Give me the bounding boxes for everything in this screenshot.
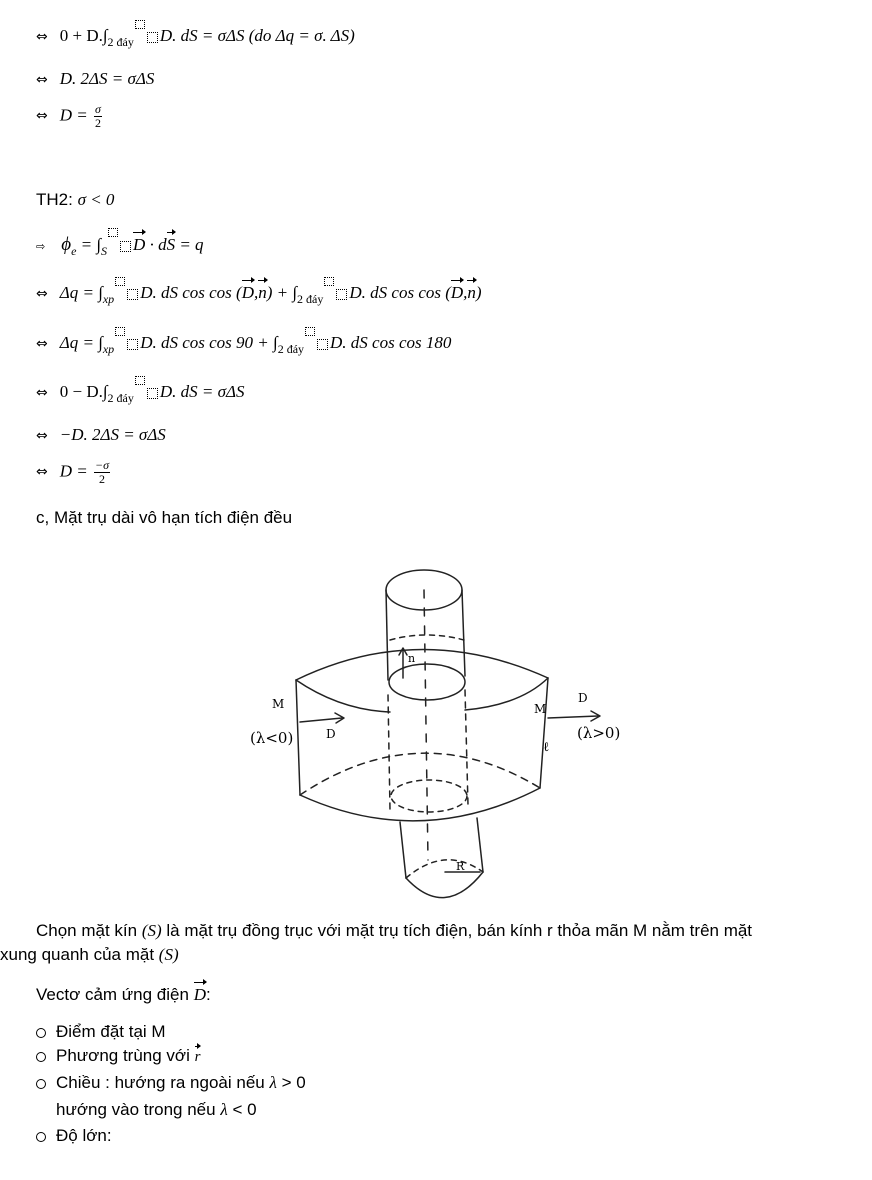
- equation-line-1: ⇔ $0 + D.\int_{2 đáy}$ D. dS = σΔS (do Δq = σ. ΔS): [36, 26, 355, 50]
- implies-arrow-icon: ⇨: [36, 240, 46, 253]
- paragraph-line-1: Chọn mặt kín (S) là mặt trụ đồng trục với mặt trụ tích điện, bán kính r thỏa mãn M nằm trên mặt: [36, 921, 753, 940]
- inner-hidden-right: [465, 690, 468, 805]
- outer-cylinder-top-front-left: [296, 680, 390, 712]
- equation-line-2: ⇔ D. 2ΔS = σΔS: [36, 69, 155, 88]
- placeholder-box-icon: [115, 277, 125, 286]
- equivalence-arrow-icon: ⇔: [36, 464, 48, 481]
- inner-cylinder-mid-ellipse: [389, 664, 465, 700]
- outer-cylinder-left-side: [296, 680, 300, 795]
- integral-sign-icon: ∫: [98, 283, 103, 302]
- bullet-item: Phương trùng với r: [36, 1046, 200, 1066]
- equation-line-9: ⇔ −D. 2ΔS = σΔS: [36, 425, 166, 444]
- placeholder-box-icon: [135, 376, 145, 385]
- inner-hidden-ellipse-bottom: [391, 780, 467, 812]
- placeholder-box-icon: [135, 20, 145, 29]
- placeholder-box-icon: [147, 388, 158, 399]
- label-M-left: M: [272, 697, 285, 711]
- equivalence-arrow-icon: ⇔: [36, 108, 48, 125]
- equation-line-3: ⇔ D = $\frac{\sigma}{2}$: [36, 102, 101, 130]
- equation-line-8: ⇔ $0 - D.\int_{2 đáy}$ D. dS = σΔS: [36, 382, 244, 406]
- section-heading-c: c, Mặt trụ dài vô hạn tích điện đều: [36, 508, 293, 527]
- placeholder-box-icon: [317, 339, 328, 350]
- bullet-item: Điểm đặt tại M: [36, 1022, 166, 1042]
- circle-bullet-icon: [36, 1028, 46, 1038]
- bullet-item: Độ lớn:: [36, 1126, 112, 1146]
- placeholder-box-icon: [324, 277, 334, 286]
- integral-sign-icon: ∫: [102, 382, 108, 401]
- vector-heading: Vectơ cảm ứng điện D:: [36, 985, 211, 1004]
- placeholder-box-icon: [127, 289, 138, 300]
- inner-hidden-ellipse-top: [390, 635, 464, 640]
- equation-line-5: ⇨ $\phi_e = \int_S$ D · dS = q: [36, 234, 204, 259]
- equivalence-arrow-icon: ⇔: [36, 72, 48, 88]
- equivalence-arrow-icon: ⇔: [36, 286, 48, 302]
- bullet-continuation: hướng vào trong nếu λ < 0: [56, 1100, 257, 1119]
- circle-bullet-icon: [36, 1132, 46, 1142]
- equation-line-10: ⇔ D = $\frac{-\sigma}{2}$: [36, 458, 109, 486]
- label-lambda-right: (λ>0): [577, 724, 621, 742]
- fraction: $\frac{\sigma}{2}$: [94, 102, 101, 130]
- label-D-left: D: [326, 727, 336, 741]
- integral-sign-icon: ∫: [102, 26, 108, 45]
- paragraph-line-2: xung quanh của mặt (S): [0, 945, 179, 964]
- circle-bullet-icon: [36, 1079, 46, 1089]
- placeholder-box-icon: [120, 241, 131, 252]
- inner-cylinder-right-edge: [462, 590, 465, 676]
- equivalence-arrow-icon: ⇔: [36, 428, 48, 444]
- outer-cylinder-bottom-back: [300, 753, 540, 795]
- inner-cylinder-bottom-right: [477, 818, 483, 872]
- integral-sign-icon: ∫: [98, 333, 103, 352]
- label-n: n: [408, 652, 416, 665]
- label-R: R: [456, 860, 465, 873]
- outer-cylinder-right-side: [540, 678, 548, 788]
- equivalence-arrow-icon: ⇔: [36, 29, 48, 45]
- bullet-item: Chiều : hướng ra ngoài nếu λ > 0: [36, 1073, 306, 1093]
- left-field-arrow: [300, 718, 342, 722]
- inner-cylinder-bottom-left: [400, 822, 406, 878]
- label-D-right: D: [578, 691, 588, 705]
- equivalence-arrow-icon: ⇔: [36, 336, 48, 352]
- placeholder-box-icon: [305, 327, 315, 336]
- inner-cylinder-bottom-front: [406, 872, 483, 898]
- circle-bullet-icon: [36, 1052, 46, 1062]
- cylinder-axis: [424, 590, 428, 860]
- equivalence-arrow-icon: ⇔: [36, 385, 48, 401]
- placeholder-box-icon: [147, 32, 158, 43]
- equation-line-6: ⇔ $\Delta q = \int_{xp}$ D. dS $\cos \cos (D,n) + \int_{2 đáy}$ D. dS cos cos (D,n): [36, 283, 482, 307]
- label-l: ℓ: [543, 740, 550, 755]
- outer-cylinder-bottom-front: [300, 788, 540, 821]
- integral-sign-icon: ∫: [273, 333, 278, 352]
- placeholder-box-icon: [115, 327, 125, 336]
- case-heading-th2: TH2: σ < 0: [36, 190, 115, 209]
- integral-sign-icon: ∫: [292, 283, 298, 302]
- integral-sign-icon: ∫: [96, 235, 102, 254]
- equation-line-7: ⇔ $\Delta q = \int_{xp}$ D. dS $\cos \cos 90 + \int_{2 đáy}$ D. dS cos cos 180: [36, 333, 451, 357]
- inner-cylinder-bottom-back: [406, 860, 483, 878]
- placeholder-box-icon: [127, 339, 138, 350]
- placeholder-box-icon: [336, 289, 347, 300]
- label-lambda-left: (λ<0): [250, 729, 294, 747]
- placeholder-box-icon: [108, 228, 118, 237]
- label-M-right: M: [534, 702, 547, 716]
- right-field-arrow: [548, 716, 598, 718]
- fraction: $\frac{-\sigma}{2}$: [94, 458, 109, 486]
- inner-cylinder-left-edge: [386, 590, 388, 680]
